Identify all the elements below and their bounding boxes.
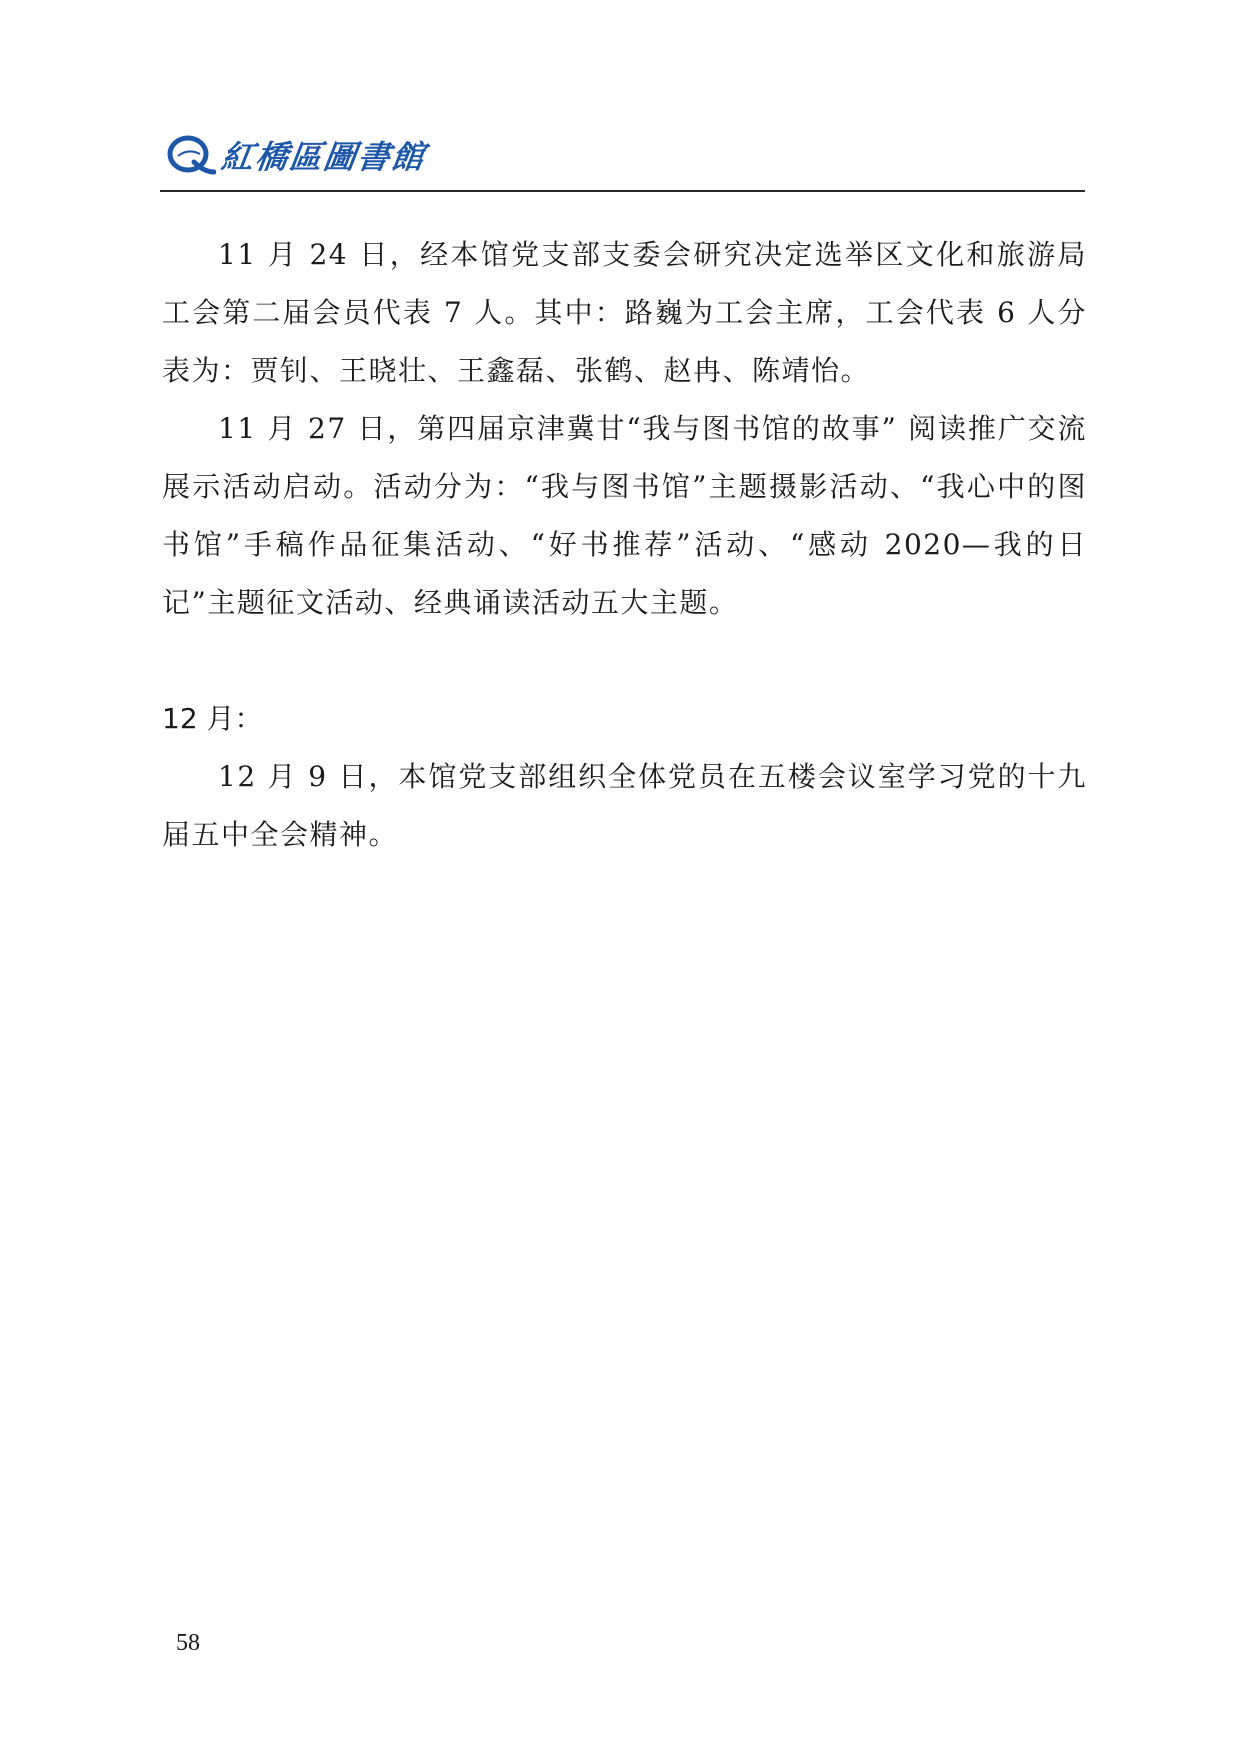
page-content — [162, 226, 1087, 864]
section-heading-december: 12 月： — [162, 702, 263, 735]
library-name: 紅橋區圖書館 — [219, 138, 429, 176]
library-logo — [164, 132, 429, 178]
page-number: 58 — [176, 1630, 200, 1656]
paragraph-dec-9: 12 月 9 日，本馆党支部组织全体党员在五楼会议室学习党的十九届五中全会精神。 — [162, 760, 1087, 851]
paragraph-nov-27: 11 月 27 日，第四届京津冀甘“我与图书馆的故事” 阅读推广交流展示活动启动。活动分为：“我与图书馆”主题摄影活动、“我心中的图书馆”手稿作品征集活动、“好书推荐”活动、“感动 2020—我的日记”主题征文活动、经典诵读活动五大主题。 — [162, 412, 1087, 619]
paragraph-nov-24: 11 月 24 日，经本馆党支部支委会研究决定选举区文化和旅游局工会第二届会员代表 7 人。其中：路巍为工会主席，工会代表 6 人分表为：贾钊、王晓壮、王鑫磊、张鹤、赵冉、陈靖怡。 — [162, 238, 1087, 387]
page-header — [160, 128, 1085, 192]
library-logo-icon — [164, 132, 216, 178]
